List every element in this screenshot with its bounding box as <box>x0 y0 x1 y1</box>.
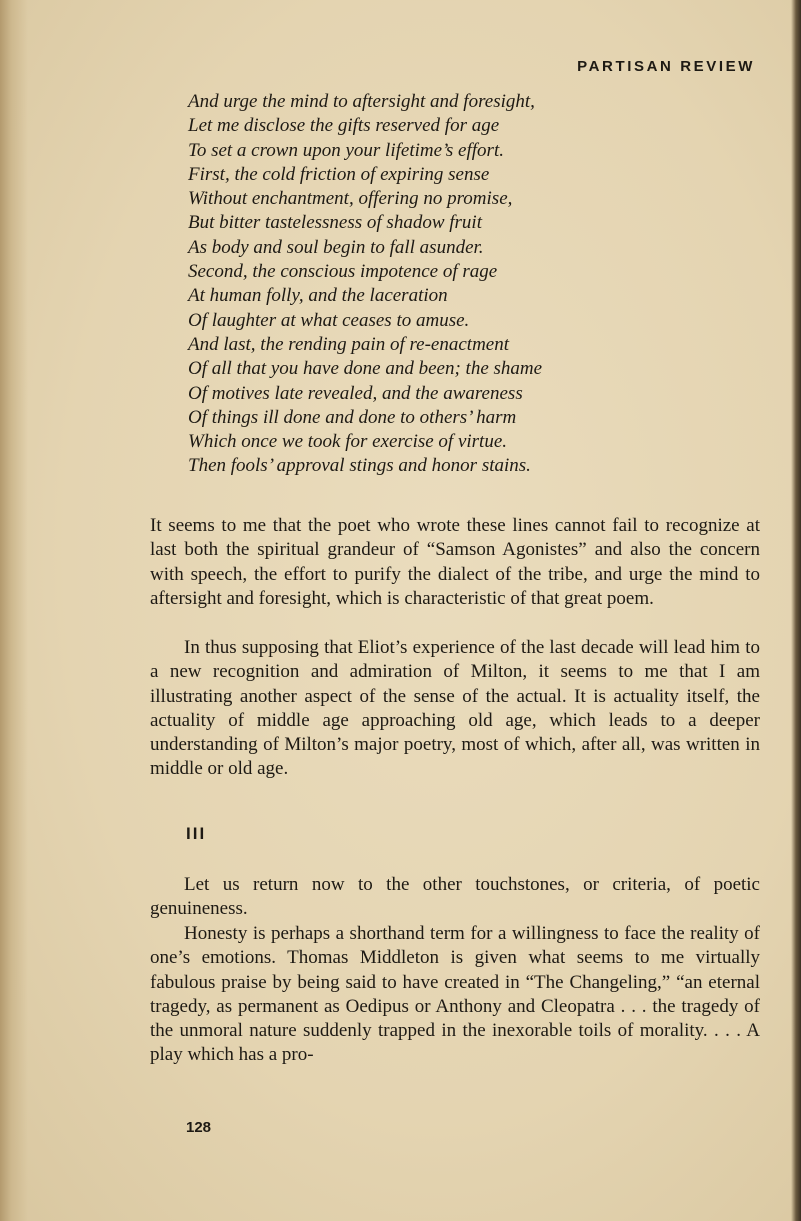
running-head: PARTISAN REVIEW <box>577 58 755 75</box>
verse-line: As body and soul begin to fall asunder. <box>188 236 484 258</box>
body-paragraph: It seems to me that the poet who wrote these lines cannot fail to recognize at last both the spiritual grandeur of “Samson Agonistes” and also the concern with speech, the effort to purify the dialect of the tribe, and urge the mind to aftersight and foresight, which is characteristic of that great poem. <box>150 515 760 609</box>
verse-line: To set a crown upon your lifetime’s effort. <box>188 139 504 161</box>
verse-line: Of all that you have done and been; the shame <box>188 358 543 380</box>
verse-line: Second, the conscious impotence of rage <box>188 261 498 283</box>
page-gutter-shadow <box>0 0 28 1221</box>
verse-line: And urge the mind to aftersight and foresight, <box>188 91 535 112</box>
verse-line: First, the cold friction of expiring sense <box>188 163 490 185</box>
verse-line: Then fools’ approval stings and honor stains. <box>188 455 531 477</box>
verse-line: Let me disclose the gifts reserved for age <box>188 115 500 137</box>
body-paragraph: Honesty is perhaps a shorthand term for a willingness to face the reality of one’s emotions. Thomas Middleton is given what seems to me virtually fabulous praise by being said to have created in “The Changeling,” “an eternal tragedy, as permanent as Oedipus or Anthony and Cleopatra . . . the tragedy of the unmoral nature suddenly trapped in the inexorable toils of morality. . . . A play which has a pro- <box>150 923 760 1066</box>
verse-line: Of motives late revealed, and the awareness <box>188 382 523 404</box>
body-paragraph: In thus supposing that Eliot’s experience of the last decade will lead him to a new recognition and admiration of Milton, it seems to me that I am illustrating another aspect of the sense of the actual. It is actuality itself, the actuality of middle age approaching old age, which leads to a deeper understanding of Milton’s major poetry, most of which, after all, was written in middle or old age. <box>150 637 760 780</box>
verse-line: At human folly, and the laceration <box>188 285 448 307</box>
section-number: III <box>186 824 207 843</box>
verse-line: Without enchantment, offering no promise, <box>188 188 513 210</box>
body-paragraph: Let us return now to the other touchstones, or criteria, of poetic genuineness. <box>150 874 760 920</box>
verse-line: Of laughter at what ceases to amuse. <box>188 309 470 331</box>
verse-line: But bitter tastelessness of shadow fruit <box>188 212 482 234</box>
verse-line: Which once we took for exercise of virtue. <box>188 431 508 453</box>
page-number: 128 <box>186 1119 212 1136</box>
verse-line: And last, the rending pain of re-enactment <box>188 333 510 355</box>
page-edge-shadow <box>791 0 801 1221</box>
verse-line: Of things ill done and done to others’ harm <box>188 406 517 428</box>
verse-block <box>188 90 768 479</box>
